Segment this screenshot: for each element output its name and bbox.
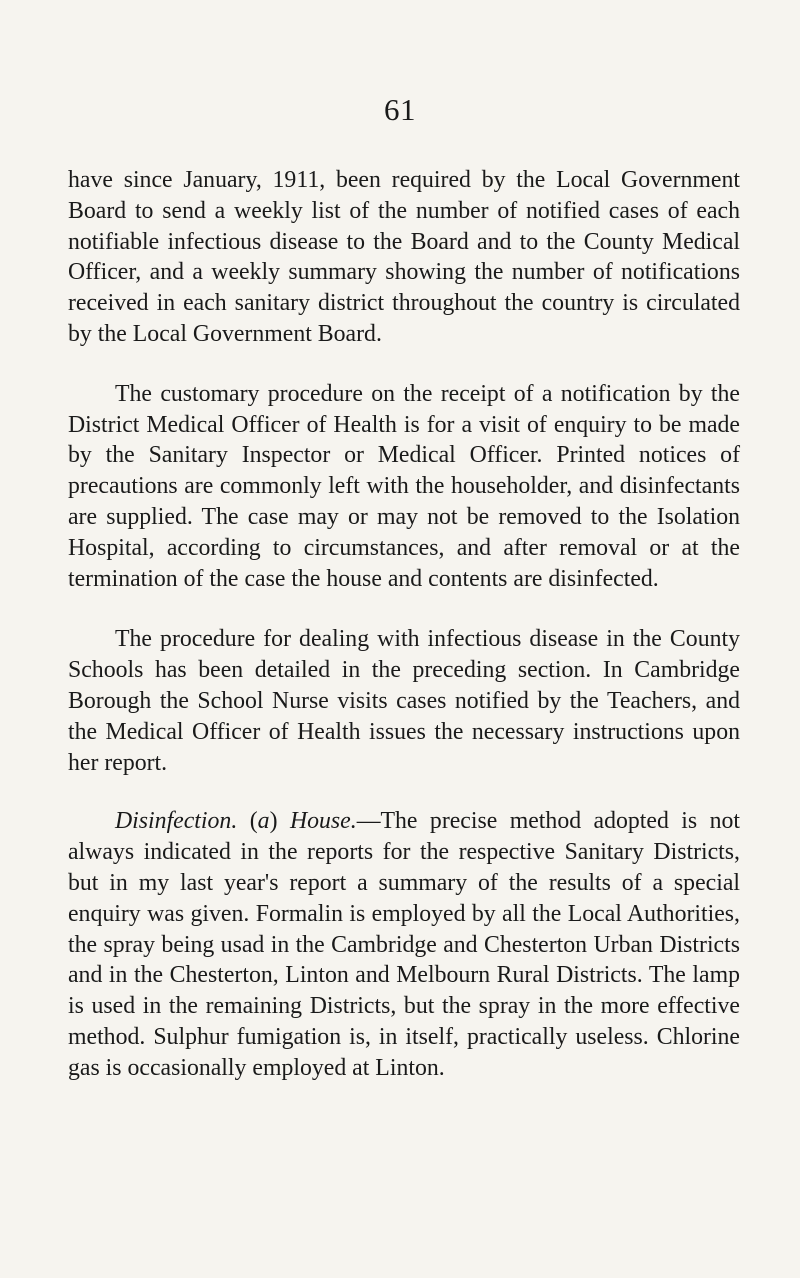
body-text [68,165,740,1084]
subsection-paren-open: ( [249,808,258,835]
paragraph-customary-procedure: The customary procedure on the receipt of a notification by the District Medical Officer of Health is for a visit of enquiry to be made by the Sanitary Inspector or Medical Officer. Printed notices of precautions are commonly left with the householder, and disinfectants are supplied. The case may or may not be removed to the Isolation Hospital, according to circumstances, and after removal or at the termination of the case the house and contents are disinfected. [68,380,740,592]
paragraph-disinfection-text: —The precise method adopted is not always indicated in the reports for the respective Sanitary Districts, but in my last year's report a summary of the results of a special enquiry was given. Formalin is employed by all the Local Authorities, the spray being usad in the Cambridge and Chesterton Urban Districts and in the Chesterton, Linton and Melbourn Rural Districts. The lamp is used in the remaining Districts, but the spray in the more effective method. Sulphur fumigation is, in itself, practically useless. Chlorine gas is occasionally employed at Linton. [68,808,741,1081]
paragraph-weekly-returns: have since January, 1911, been required by the Local Government Board to send a weekly list of the number of notified cases of each notifiable infectious disease to the Board and to the County Medical Officer, and a weekly summary showing the number of notifications received in each sanitary district throughout the country is circulated by the Local Government Board. [68,167,740,347]
subsection-paren-close: ) [269,808,278,835]
subsection-letter: a [257,808,270,835]
subsection-heading-house: House. [289,808,357,835]
paragraph-county-schools: The procedure for dealing with infectious disease in the County Schools has been detailed in the preceding section. In Cambridge Borough the School Nurse visits cases notified by the Teachers, and the Medical Officer of Health issues the necessary instructions upon her report. [68,626,740,776]
page-number: 61 [384,92,416,127]
paragraph-disinfection [68,806,740,1083]
section-heading-disinfection: Disinfection. [115,808,238,835]
